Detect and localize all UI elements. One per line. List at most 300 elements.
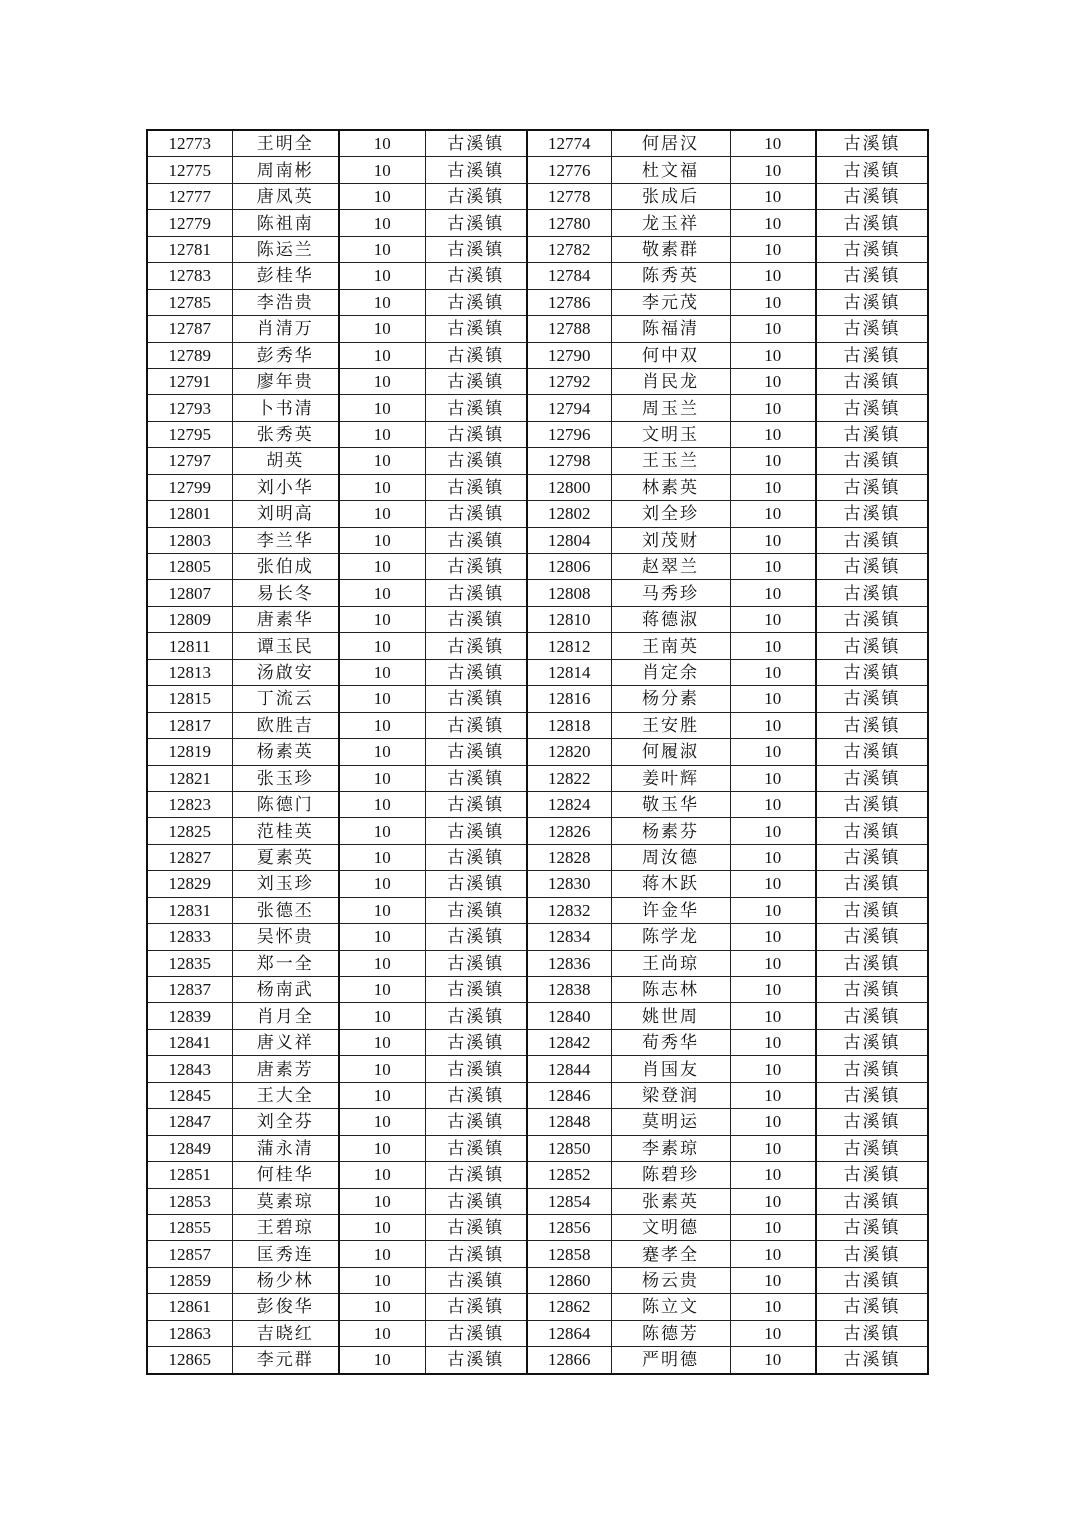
name-cell: 何居汉 <box>611 130 730 157</box>
id-cell: 12834 <box>527 924 611 950</box>
id-cell: 12789 <box>147 342 232 368</box>
id-cell: 12785 <box>147 289 232 315</box>
table-row <box>147 501 928 527</box>
amount-cell: 10 <box>730 263 816 289</box>
name-cell: 荀秀华 <box>611 1029 730 1055</box>
name-cell: 唐义祥 <box>232 1029 339 1055</box>
name-cell: 蹇孝全 <box>611 1241 730 1267</box>
name-cell: 陈学龙 <box>611 924 730 950</box>
id-cell: 12812 <box>527 633 611 659</box>
amount-cell: 10 <box>730 1320 816 1346</box>
town-cell: 古溪镇 <box>816 421 928 447</box>
town-cell: 古溪镇 <box>816 183 928 209</box>
town-cell: 古溪镇 <box>816 130 928 157</box>
town-cell: 古溪镇 <box>816 950 928 976</box>
name-cell: 唐素芳 <box>232 1056 339 1082</box>
id-cell: 12804 <box>527 527 611 553</box>
name-cell: 陈运兰 <box>232 236 339 262</box>
name-cell: 王碧琼 <box>232 1214 339 1240</box>
name-cell: 陈德芳 <box>611 1320 730 1346</box>
table-row <box>147 1320 928 1346</box>
town-cell: 古溪镇 <box>425 977 527 1003</box>
id-cell: 12844 <box>527 1056 611 1082</box>
name-cell: 郑一全 <box>232 950 339 976</box>
id-cell: 12779 <box>147 210 232 236</box>
town-cell: 古溪镇 <box>816 1162 928 1188</box>
name-cell: 张素英 <box>611 1188 730 1214</box>
table-row <box>147 924 928 950</box>
town-cell: 古溪镇 <box>816 474 928 500</box>
town-cell: 古溪镇 <box>816 368 928 394</box>
name-cell: 王玉兰 <box>611 448 730 474</box>
table-row <box>147 765 928 791</box>
name-cell: 严明德 <box>611 1347 730 1374</box>
amount-cell: 10 <box>339 871 425 897</box>
town-cell: 古溪镇 <box>425 1241 527 1267</box>
table-row <box>147 633 928 659</box>
id-cell: 12801 <box>147 501 232 527</box>
name-cell: 彭俊华 <box>232 1294 339 1320</box>
town-cell: 古溪镇 <box>816 1267 928 1293</box>
name-cell: 汤啟安 <box>232 659 339 685</box>
town-cell: 古溪镇 <box>425 1003 527 1029</box>
id-cell: 12803 <box>147 527 232 553</box>
amount-cell: 10 <box>730 368 816 394</box>
id-cell: 12860 <box>527 1267 611 1293</box>
amount-cell: 10 <box>339 395 425 421</box>
id-cell: 12829 <box>147 871 232 897</box>
table-row <box>147 1082 928 1108</box>
amount-cell: 10 <box>730 1162 816 1188</box>
name-cell: 陈志林 <box>611 977 730 1003</box>
town-cell: 古溪镇 <box>425 448 527 474</box>
amount-cell: 10 <box>730 1109 816 1135</box>
table-row <box>147 236 928 262</box>
town-cell: 古溪镇 <box>816 1214 928 1240</box>
name-cell: 姜叶辉 <box>611 765 730 791</box>
name-cell: 唐凤英 <box>232 183 339 209</box>
name-cell: 唐素华 <box>232 606 339 632</box>
town-cell: 古溪镇 <box>816 395 928 421</box>
town-cell: 古溪镇 <box>425 1188 527 1214</box>
name-cell: 彭秀华 <box>232 342 339 368</box>
id-cell: 12850 <box>527 1135 611 1161</box>
town-cell: 古溪镇 <box>816 791 928 817</box>
town-cell: 古溪镇 <box>816 1188 928 1214</box>
id-cell: 12777 <box>147 183 232 209</box>
amount-cell: 10 <box>730 501 816 527</box>
town-cell: 古溪镇 <box>425 263 527 289</box>
table-row <box>147 316 928 342</box>
table-row <box>147 739 928 765</box>
name-cell: 蒲永清 <box>232 1135 339 1161</box>
name-cell: 杨分素 <box>611 686 730 712</box>
amount-cell: 10 <box>339 950 425 976</box>
amount-cell: 10 <box>730 289 816 315</box>
table-row <box>147 342 928 368</box>
name-cell: 陈碧珍 <box>611 1162 730 1188</box>
id-cell: 12862 <box>527 1294 611 1320</box>
id-cell: 12787 <box>147 316 232 342</box>
id-cell: 12864 <box>527 1320 611 1346</box>
name-cell: 刘茂财 <box>611 527 730 553</box>
id-cell: 12840 <box>527 1003 611 1029</box>
roster-body <box>147 130 928 1374</box>
id-cell: 12796 <box>527 421 611 447</box>
amount-cell: 10 <box>339 1056 425 1082</box>
town-cell: 古溪镇 <box>425 765 527 791</box>
id-cell: 12790 <box>527 342 611 368</box>
table-row <box>147 977 928 1003</box>
name-cell: 何桂华 <box>232 1162 339 1188</box>
table-row <box>147 527 928 553</box>
amount-cell: 10 <box>339 342 425 368</box>
id-cell: 12800 <box>527 474 611 500</box>
table-row <box>147 659 928 685</box>
amount-cell: 10 <box>730 1347 816 1374</box>
town-cell: 古溪镇 <box>425 791 527 817</box>
amount-cell: 10 <box>339 739 425 765</box>
town-cell: 古溪镇 <box>425 633 527 659</box>
town-cell: 古溪镇 <box>816 501 928 527</box>
name-cell: 彭桂华 <box>232 263 339 289</box>
id-cell: 12825 <box>147 818 232 844</box>
id-cell: 12838 <box>527 977 611 1003</box>
town-cell: 古溪镇 <box>425 1214 527 1240</box>
id-cell: 12835 <box>147 950 232 976</box>
name-cell: 姚世周 <box>611 1003 730 1029</box>
id-cell: 12818 <box>527 712 611 738</box>
table-row <box>147 554 928 580</box>
town-cell: 古溪镇 <box>816 1241 928 1267</box>
table-row <box>147 130 928 157</box>
name-cell: 王尚琼 <box>611 950 730 976</box>
name-cell: 蒋木跃 <box>611 871 730 897</box>
town-cell: 古溪镇 <box>425 1347 527 1374</box>
name-cell: 敬玉华 <box>611 791 730 817</box>
amount-cell: 10 <box>339 818 425 844</box>
amount-cell: 10 <box>339 421 425 447</box>
amount-cell: 10 <box>730 130 816 157</box>
amount-cell: 10 <box>730 527 816 553</box>
roster-table <box>146 129 929 1375</box>
amount-cell: 10 <box>339 1267 425 1293</box>
name-cell: 刘全珍 <box>611 501 730 527</box>
amount-cell: 10 <box>730 606 816 632</box>
table-row <box>147 897 928 923</box>
amount-cell: 10 <box>730 1214 816 1240</box>
name-cell: 李元群 <box>232 1347 339 1374</box>
town-cell: 古溪镇 <box>425 395 527 421</box>
id-cell: 12788 <box>527 316 611 342</box>
town-cell: 古溪镇 <box>816 1347 928 1374</box>
table-row <box>147 686 928 712</box>
town-cell: 古溪镇 <box>816 554 928 580</box>
amount-cell: 10 <box>730 897 816 923</box>
town-cell: 古溪镇 <box>425 686 527 712</box>
amount-cell: 10 <box>730 791 816 817</box>
id-cell: 12865 <box>147 1347 232 1374</box>
name-cell: 陈秀英 <box>611 263 730 289</box>
amount-cell: 10 <box>730 1188 816 1214</box>
amount-cell: 10 <box>730 342 816 368</box>
town-cell: 古溪镇 <box>816 606 928 632</box>
town-cell: 古溪镇 <box>816 448 928 474</box>
amount-cell: 10 <box>730 395 816 421</box>
id-cell: 12843 <box>147 1056 232 1082</box>
amount-cell: 10 <box>730 739 816 765</box>
name-cell: 何中双 <box>611 342 730 368</box>
name-cell: 肖定余 <box>611 659 730 685</box>
town-cell: 古溪镇 <box>425 1082 527 1108</box>
id-cell: 12808 <box>527 580 611 606</box>
town-cell: 古溪镇 <box>816 844 928 870</box>
name-cell: 王南英 <box>611 633 730 659</box>
amount-cell: 10 <box>339 633 425 659</box>
amount-cell: 10 <box>339 1320 425 1346</box>
name-cell: 刘小华 <box>232 474 339 500</box>
id-cell: 12817 <box>147 712 232 738</box>
town-cell: 古溪镇 <box>816 897 928 923</box>
amount-cell: 10 <box>730 818 816 844</box>
amount-cell: 10 <box>339 1003 425 1029</box>
name-cell: 王大全 <box>232 1082 339 1108</box>
amount-cell: 10 <box>730 474 816 500</box>
table-row <box>147 712 928 738</box>
amount-cell: 10 <box>339 1188 425 1214</box>
id-cell: 12815 <box>147 686 232 712</box>
name-cell: 杜文福 <box>611 157 730 183</box>
amount-cell: 10 <box>339 1241 425 1267</box>
id-cell: 12836 <box>527 950 611 976</box>
town-cell: 古溪镇 <box>816 527 928 553</box>
amount-cell: 10 <box>339 686 425 712</box>
name-cell: 杨少林 <box>232 1267 339 1293</box>
id-cell: 12855 <box>147 1214 232 1240</box>
id-cell: 12833 <box>147 924 232 950</box>
table-row <box>147 844 928 870</box>
name-cell: 胡英 <box>232 448 339 474</box>
id-cell: 12793 <box>147 395 232 421</box>
town-cell: 古溪镇 <box>816 1320 928 1346</box>
town-cell: 古溪镇 <box>816 1029 928 1055</box>
name-cell: 周汝德 <box>611 844 730 870</box>
amount-cell: 10 <box>730 659 816 685</box>
amount-cell: 10 <box>339 527 425 553</box>
town-cell: 古溪镇 <box>425 474 527 500</box>
id-cell: 12819 <box>147 739 232 765</box>
amount-cell: 10 <box>339 554 425 580</box>
town-cell: 古溪镇 <box>425 1320 527 1346</box>
id-cell: 12842 <box>527 1029 611 1055</box>
table-row <box>147 818 928 844</box>
name-cell: 杨素英 <box>232 739 339 765</box>
name-cell: 张伯成 <box>232 554 339 580</box>
name-cell: 肖国友 <box>611 1056 730 1082</box>
town-cell: 古溪镇 <box>425 421 527 447</box>
table-row <box>147 1347 928 1374</box>
town-cell: 古溪镇 <box>816 1135 928 1161</box>
table-row <box>147 1135 928 1161</box>
name-cell: 蒋德淑 <box>611 606 730 632</box>
id-cell: 12828 <box>527 844 611 870</box>
id-cell: 12827 <box>147 844 232 870</box>
amount-cell: 10 <box>339 183 425 209</box>
id-cell: 12795 <box>147 421 232 447</box>
amount-cell: 10 <box>730 1267 816 1293</box>
id-cell: 12778 <box>527 183 611 209</box>
town-cell: 古溪镇 <box>425 739 527 765</box>
amount-cell: 10 <box>339 580 425 606</box>
town-cell: 古溪镇 <box>425 818 527 844</box>
id-cell: 12852 <box>527 1162 611 1188</box>
town-cell: 古溪镇 <box>816 686 928 712</box>
id-cell: 12805 <box>147 554 232 580</box>
amount-cell: 10 <box>730 421 816 447</box>
amount-cell: 10 <box>730 157 816 183</box>
town-cell: 古溪镇 <box>816 157 928 183</box>
name-cell: 李浩贵 <box>232 289 339 315</box>
name-cell: 文明玉 <box>611 421 730 447</box>
amount-cell: 10 <box>730 1056 816 1082</box>
amount-cell: 10 <box>339 791 425 817</box>
amount-cell: 10 <box>730 950 816 976</box>
table-row <box>147 368 928 394</box>
amount-cell: 10 <box>730 1135 816 1161</box>
town-cell: 古溪镇 <box>816 712 928 738</box>
town-cell: 古溪镇 <box>816 1056 928 1082</box>
amount-cell: 10 <box>339 210 425 236</box>
town-cell: 古溪镇 <box>425 210 527 236</box>
town-cell: 古溪镇 <box>425 316 527 342</box>
amount-cell: 10 <box>339 1109 425 1135</box>
town-cell: 古溪镇 <box>425 950 527 976</box>
name-cell: 刘玉珍 <box>232 871 339 897</box>
id-cell: 12816 <box>527 686 611 712</box>
amount-cell: 10 <box>730 580 816 606</box>
name-cell: 杨素芬 <box>611 818 730 844</box>
id-cell: 12866 <box>527 1347 611 1374</box>
town-cell: 古溪镇 <box>425 580 527 606</box>
amount-cell: 10 <box>339 289 425 315</box>
amount-cell: 10 <box>339 157 425 183</box>
town-cell: 古溪镇 <box>816 1294 928 1320</box>
name-cell: 范桂英 <box>232 818 339 844</box>
name-cell: 陈立文 <box>611 1294 730 1320</box>
town-cell: 古溪镇 <box>425 236 527 262</box>
id-cell: 12857 <box>147 1241 232 1267</box>
table-row <box>147 421 928 447</box>
id-cell: 12858 <box>527 1241 611 1267</box>
town-cell: 古溪镇 <box>816 1082 928 1108</box>
id-cell: 12813 <box>147 659 232 685</box>
id-cell: 12792 <box>527 368 611 394</box>
table-row <box>147 1162 928 1188</box>
name-cell: 吴怀贵 <box>232 924 339 950</box>
town-cell: 古溪镇 <box>816 342 928 368</box>
id-cell: 12854 <box>527 1188 611 1214</box>
amount-cell: 10 <box>339 659 425 685</box>
amount-cell: 10 <box>339 1214 425 1240</box>
town-cell: 古溪镇 <box>425 368 527 394</box>
amount-cell: 10 <box>339 263 425 289</box>
name-cell: 文明德 <box>611 1214 730 1240</box>
amount-cell: 10 <box>339 712 425 738</box>
table-row <box>147 289 928 315</box>
id-cell: 12786 <box>527 289 611 315</box>
id-cell: 12794 <box>527 395 611 421</box>
name-cell: 马秀珍 <box>611 580 730 606</box>
id-cell: 12781 <box>147 236 232 262</box>
table-row <box>147 474 928 500</box>
town-cell: 古溪镇 <box>816 871 928 897</box>
name-cell: 欧胜吉 <box>232 712 339 738</box>
id-cell: 12822 <box>527 765 611 791</box>
id-cell: 12773 <box>147 130 232 157</box>
town-cell: 古溪镇 <box>816 765 928 791</box>
amount-cell: 10 <box>339 368 425 394</box>
id-cell: 12841 <box>147 1029 232 1055</box>
table-row <box>147 1109 928 1135</box>
amount-cell: 10 <box>730 1294 816 1320</box>
id-cell: 12853 <box>147 1188 232 1214</box>
amount-cell: 10 <box>339 1347 425 1374</box>
id-cell: 12809 <box>147 606 232 632</box>
name-cell: 肖民龙 <box>611 368 730 394</box>
name-cell: 陈德门 <box>232 791 339 817</box>
amount-cell: 10 <box>730 977 816 1003</box>
id-cell: 12839 <box>147 1003 232 1029</box>
id-cell: 12776 <box>527 157 611 183</box>
amount-cell: 10 <box>339 765 425 791</box>
amount-cell: 10 <box>730 924 816 950</box>
amount-cell: 10 <box>339 474 425 500</box>
table-row <box>147 580 928 606</box>
table-row <box>147 1003 928 1029</box>
table-row <box>147 263 928 289</box>
town-cell: 古溪镇 <box>425 501 527 527</box>
town-cell: 古溪镇 <box>816 659 928 685</box>
name-cell: 周玉兰 <box>611 395 730 421</box>
town-cell: 古溪镇 <box>425 1294 527 1320</box>
amount-cell: 10 <box>339 236 425 262</box>
name-cell: 李兰华 <box>232 527 339 553</box>
id-cell: 12863 <box>147 1320 232 1346</box>
table-row <box>147 1056 928 1082</box>
town-cell: 古溪镇 <box>816 210 928 236</box>
name-cell: 谭玉民 <box>232 633 339 659</box>
town-cell: 古溪镇 <box>816 263 928 289</box>
name-cell: 莫素琼 <box>232 1188 339 1214</box>
id-cell: 12846 <box>527 1082 611 1108</box>
town-cell: 古溪镇 <box>425 606 527 632</box>
table-row <box>147 606 928 632</box>
town-cell: 古溪镇 <box>816 818 928 844</box>
town-cell: 古溪镇 <box>425 659 527 685</box>
amount-cell: 10 <box>730 712 816 738</box>
id-cell: 12823 <box>147 791 232 817</box>
id-cell: 12806 <box>527 554 611 580</box>
amount-cell: 10 <box>339 1135 425 1161</box>
amount-cell: 10 <box>730 1029 816 1055</box>
town-cell: 古溪镇 <box>425 712 527 738</box>
table-row <box>147 1188 928 1214</box>
name-cell: 梁登润 <box>611 1082 730 1108</box>
table-row <box>147 1241 928 1267</box>
town-cell: 古溪镇 <box>425 871 527 897</box>
town-cell: 古溪镇 <box>425 1056 527 1082</box>
table-row <box>147 448 928 474</box>
